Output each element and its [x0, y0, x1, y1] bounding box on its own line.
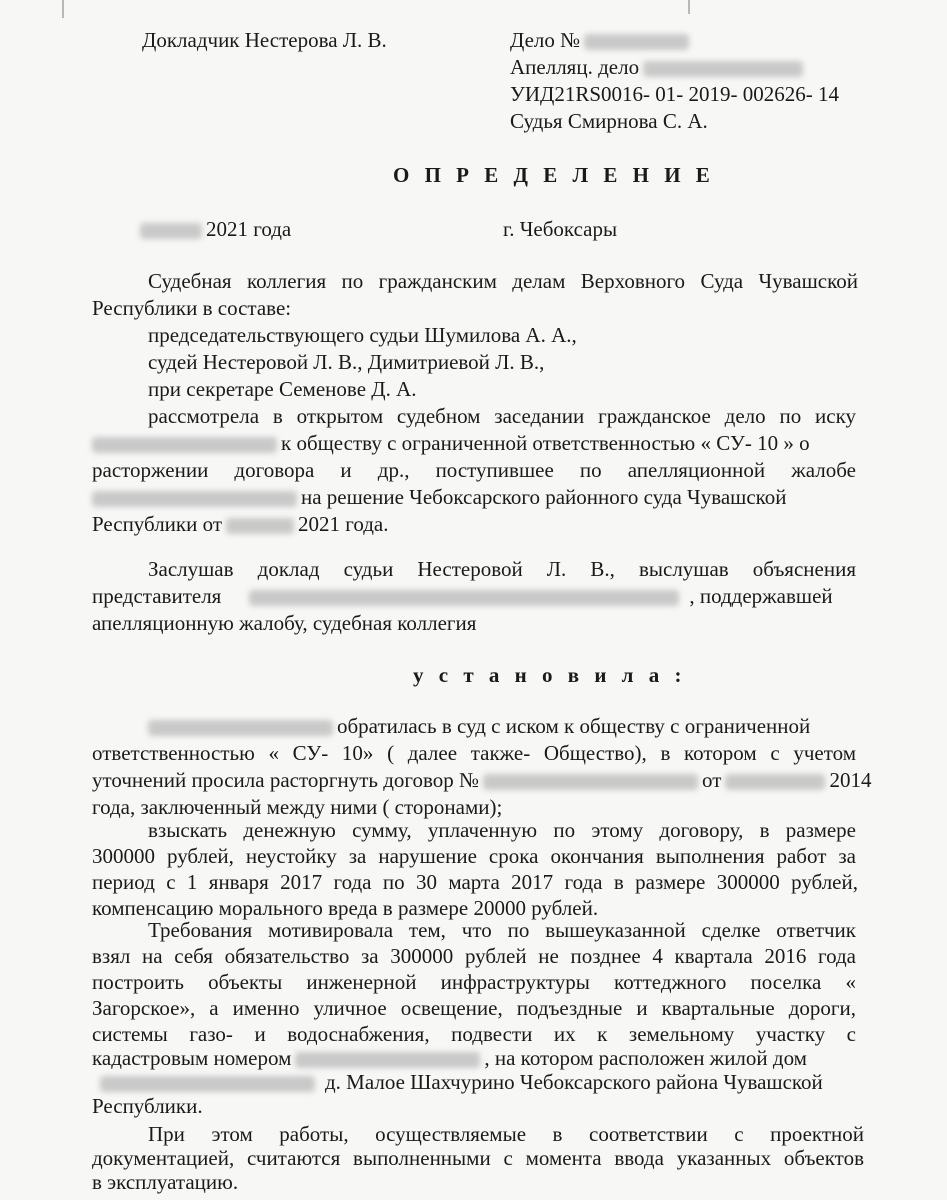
- body-p1-line-4: года, заключенный между ними ( сторонами);: [92, 795, 503, 819]
- scan-edge-mark-left: [62, 0, 64, 18]
- appeal-case-number: [510, 54, 807, 80]
- city: г. Чебоксары: [503, 217, 618, 241]
- redacted-contract-date: [725, 774, 825, 790]
- body-p3-line-4: Загорское», а именно уличное освещение, подъездные и квартальные дороги,: [92, 996, 856, 1020]
- hearing-line-3: апелляционную жалобу, судебная коллегия: [92, 611, 477, 635]
- body-p4-line-2: документацией, считаются выполненными с момента ввода указанных объектов: [92, 1146, 864, 1170]
- intro-line-6: рассмотрела в открытом судебном заседании гражданское дело по иску: [148, 404, 856, 428]
- judge: Судья Смирнова С. А.: [510, 109, 708, 133]
- scan-edge-mark-right: [688, 0, 690, 14]
- appeal-case-label: Апелляц. дело: [510, 55, 640, 79]
- uid: УИД21RS0016- 01- 2019- 002626- 14: [510, 82, 840, 106]
- intro-line-9: на решение Чебоксарского районного суда Чувашской: [92, 484, 787, 510]
- body-p2-line-4: компенсацию морального вреда в размере 20000 рублей.: [92, 896, 599, 920]
- intro-line-7: к обществу с ограниченной ответственностью « СУ- 10 » о: [92, 430, 810, 456]
- rapporteur: Докладчик Нестерова Л. В.: [142, 28, 387, 52]
- judges: судей Нестеровой Л. В., Димитриевой Л. В.,: [148, 350, 545, 374]
- established-heading: у с т а н о в и л а :: [413, 663, 687, 687]
- body-p3-line-2: взял на себя обязательство за 300000 рублей не позднее 4 квартала 2016 года: [92, 944, 856, 968]
- body-p1-line-2: ответственностью « СУ- 10» ( далее также- Общество), в котором с учетом: [92, 741, 856, 765]
- body-p3-line-7: д. Малое Шахчурино Чебоксарского района Чувашской: [92, 1069, 823, 1095]
- intro-line-1: Судебная коллегия по гражданским делам Верховного Суда Чувашской: [148, 269, 858, 293]
- redacted-date: [140, 223, 202, 239]
- body-p2-line-1: взыскать денежную сумму, уплаченную по этому договору, в размере: [148, 818, 856, 842]
- document-date: [140, 216, 291, 242]
- redacted-appellant: [92, 491, 297, 507]
- body-p4-line-3: в эксплуатацию.: [92, 1170, 239, 1194]
- presiding-judge: председательствующего судьи Шумилова А. А.,: [148, 323, 577, 347]
- redacted-cadastral-number: [295, 1052, 480, 1068]
- body-p3-line-6: кадастровым номером , на котором расположен жилой дом: [92, 1046, 807, 1070]
- body-p3-line-1: Требования мотивировала тем, что по вышеуказанной сделке ответчик: [148, 918, 856, 942]
- body-p1-line-1: обратилась в суд с иском к обществу с ограниченной: [148, 713, 810, 739]
- document-title: О П Р Е Д Е Л Е Н И Е: [393, 163, 715, 187]
- body-p3-line-8: Республики.: [92, 1094, 203, 1118]
- redacted-plaintiff: [92, 437, 277, 453]
- body-p1-line-3: уточнений просила расторгнуть договор № от 2014: [92, 768, 872, 792]
- hearing-line-2: представителя , поддержавшей: [92, 584, 833, 608]
- redacted-case-number: [584, 34, 689, 50]
- redacted-appeal-number: [643, 61, 803, 77]
- intro-line-2: Республики в составе:: [92, 296, 292, 320]
- date-year: 2021 года: [206, 217, 292, 241]
- body-p3-line-5: системы газо- и водоснабжения, подвести их к земельному участку с: [92, 1022, 856, 1046]
- body-p2-line-3: период с 1 января 2017 года по 30 марта 2017 года в размере 300000 рублей,: [92, 870, 858, 894]
- body-p3-line-3: построить объекты инженерной инфраструктуры коттеджного поселка «: [92, 970, 856, 994]
- body-p4-line-1: При этом работы, осуществляемые в соответствии с проектной: [148, 1122, 864, 1146]
- body-p2-line-2: 300000 рублей, неустойку за нарушение срока окончания выполнения работ за: [92, 844, 856, 868]
- redacted-contract-number: [483, 774, 698, 790]
- redacted-address: [100, 1076, 315, 1092]
- redacted-decision-date: [226, 518, 294, 534]
- intro-line-8: расторжении договора и др., поступившее по апелляционной жалобе: [92, 458, 856, 482]
- case-number: [510, 27, 693, 53]
- case-label: Дело №: [510, 28, 581, 52]
- secretary: при секретаре Семенове Д. А.: [148, 377, 417, 401]
- redacted-plaintiff-name: [148, 720, 333, 736]
- redacted-representative: [249, 590, 679, 606]
- intro-line-10: Республики от 2021 года.: [92, 512, 389, 536]
- hearing-line-1: Заслушав доклад судьи Нестеровой Л. В., выслушав объяснения: [148, 557, 856, 581]
